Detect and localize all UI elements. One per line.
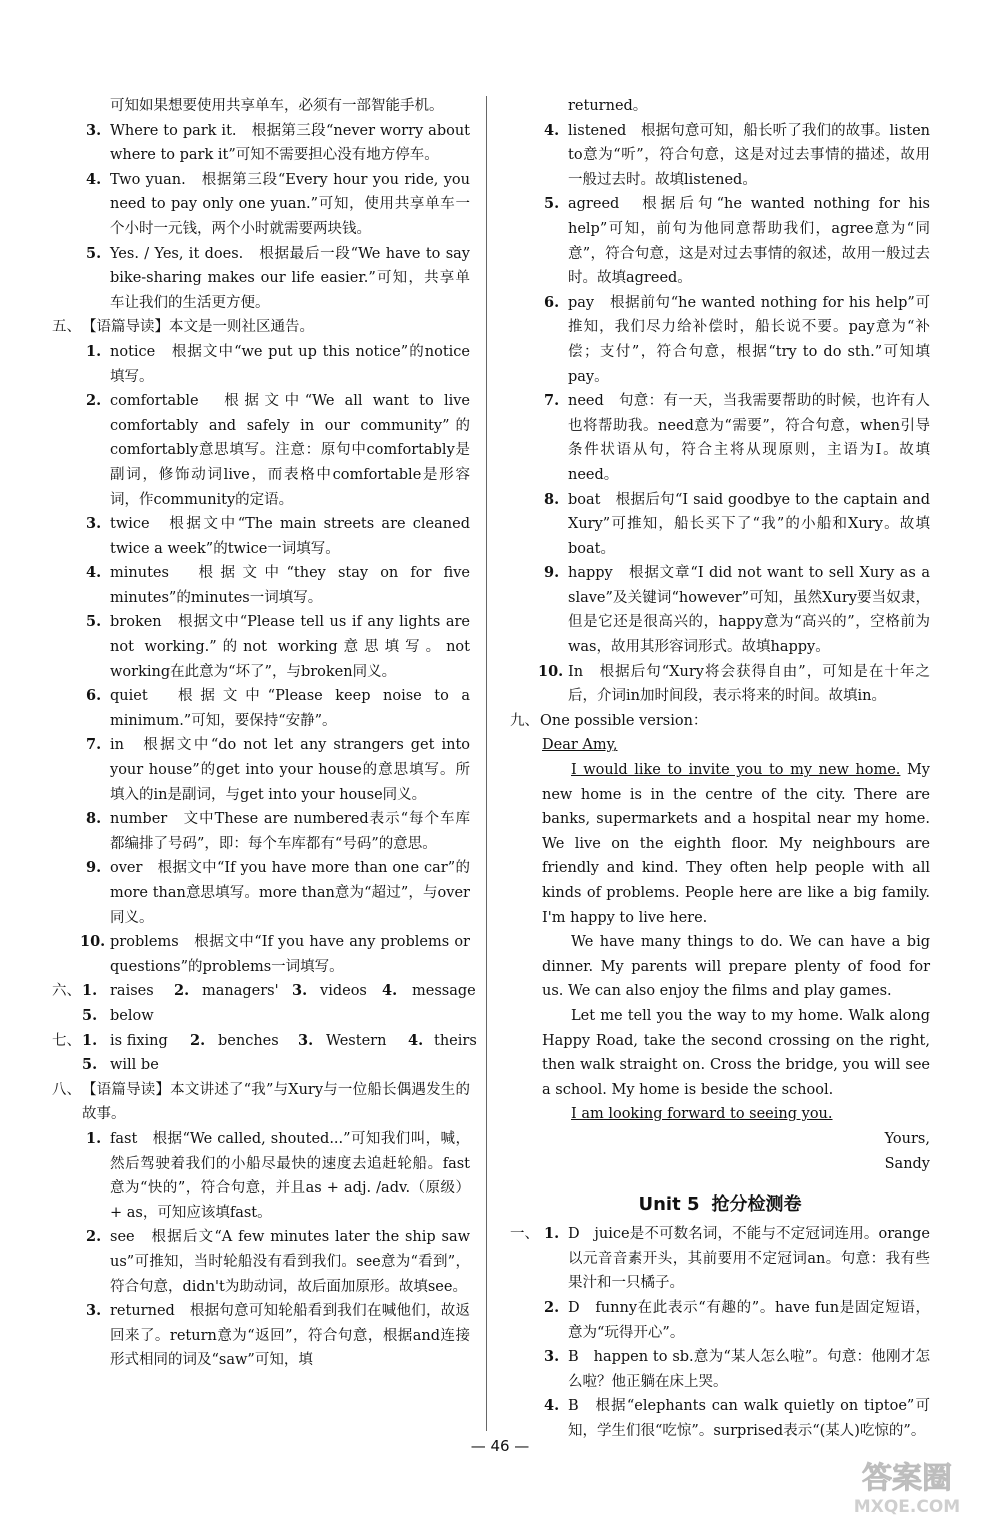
answer-item: 3. twice 根据文中“The main streets are cleaned twice a week”的twice一词填写。 — [86, 515, 470, 557]
answer-item: 5. agreed 根据后句“he wanted nothing for his help”可知，前句为他同意帮助我们，agree意为“同意”，符合句意，这是对过去事情的叙述，故用一般过去时。故填agreed。 — [544, 195, 930, 287]
letter-paragraph: I would like to invite you to my new home. My new home is in the centre of the city. There are banks, supermarkets and a hospital near my home. We live on the eighth floor. My neighbours are friendly and kind. They often help people with all kinds of problems. People here are like a big family. I'm happy to live here. — [542, 762, 930, 926]
answer-item: 8. number 文中These are numbered表示“每个车库都编排了号码”，即：每个车库都有“号码”的意思。 — [86, 810, 470, 852]
page-number: — 46 — — [470, 1437, 530, 1455]
answer-item: 7. need 句意：有一天，当我需要帮助的时候，也许有人也将帮助我。need意为“需要”，符合句意，when引导条件状语从句，符合主将从现原则，主语为I。故填need。 — [544, 392, 930, 483]
watermark-url: MXQE.COM — [853, 1497, 961, 1517]
answer-item: 7. in 根据文中“do not let any strangers get into your house”的get into your house的意思填写。所填入的in是副词，与get into your house同义。 — [86, 736, 470, 803]
answer-item: 一、 1. D juice是不可数名词，不能与不定冠词连用。orange以元音音素开头，其前要用不定冠词an。句意：我有些果汁和一只橘子。 — [510, 1225, 930, 1292]
answer-item: 5. Yes. / Yes, it does. 根据最后一段“We have to say bike-sharing makes our life easier.”可知，共享单车让我们的生活更方便。 — [86, 244, 470, 311]
answer-item: 6. quiet 根据文中“Please keep noise to a minimum.”可知，要保持“安静”。 — [86, 687, 470, 729]
watermark-logo — [822, 1450, 992, 1518]
letter-salutation: Dear Amy, — [542, 737, 618, 754]
sample-letter — [510, 733, 930, 1176]
answer-continuation: returned。 — [568, 98, 648, 114]
fill-answers-row: 七、 1. is fixing 2. benches 3. Western 4. theirs — [52, 1031, 477, 1049]
answer-item: 9. over 根据文中“If you have more than one car”的more than意思填写。more than意为“超过”，与over同义。 — [86, 859, 470, 926]
answer-item: 4. Two yuan. 根据第三段“Every hour you ride, you need to pay only one yuan.”可知，使用共享单车一个小时一元钱，两个小时就需要两块钱。 — [86, 170, 470, 237]
answer-item: 9. happy 根据文章“I did not want to sell Xury as a slave”及关键词“however”可知，虽然Xury要当奴隶，但是它还是很高兴的，happy意为“高兴的”，空格前为was，故用其形容词形式。故填happy。 — [544, 564, 930, 656]
answer-item: 8. boat 根据后句“I said goodbye to the captain and Xury”可推知，船长买下了“我”的小船和Xury。故填boat。 — [544, 490, 930, 557]
answer-item: 3. returned 根据句意可知轮船看到我们在喊他们，故返回来了。return意为“返回”，符合句意，根据and连接形式相同的词及“saw”可知，填 — [86, 1302, 470, 1369]
answer-item: 3. Where to park it. 根据第三段“never worry about where to park it”可知不需要担心没有地方停车。 — [86, 121, 470, 164]
watermark-text: 答案圈 — [862, 1461, 952, 1496]
answer-item: 2. D funny在此表示“有趣的”。have fun是固定短语，意为“玩得开心”。 — [544, 1298, 930, 1341]
section-heading: 九、 One possible version： — [510, 712, 708, 729]
answer-item: 4. B 根据“elephants can walk quietly on tiptoe”可知，学生们很“吃惊”。surprised表示“(某人)吃惊的”。 — [544, 1397, 930, 1439]
letter-paragraph: We have many things to do. We can have a big dinner. My parents will prepare plenty of food for us. We can also enjoy the films and play games. — [542, 934, 930, 1000]
answer-item: 2. comfortable 根据文中“We all want to live comfortably and safely in our community”的comfortably意思填写。注意：原句中comfortably是副词，修饰动词live，而表格中comfortable是形容词，作community的定语。 — [86, 392, 470, 508]
right-column — [510, 94, 930, 1443]
answer-item: 10. problems 根据文中“If you have any problems or questions”的problems一词填写。 — [80, 933, 470, 975]
left-column — [52, 94, 477, 1373]
answer-item: 1. notice 根据文中“we put up this notice”的notice填写。 — [86, 342, 470, 385]
column-divider — [486, 96, 487, 1431]
answer-item: 2. see 根据后文“A few minutes later the ship saw us”可推知，当时轮船没有看到我们。see意为“看到”，符合句意，didn't为助动词，故后面加原形。故填see。 — [86, 1228, 470, 1295]
letter-paragraph: Let me tell you the way to my home. Walk along Happy Road, take the second crossing on the right, then walk straight on. Cross the bridge, you will see a school. My home is beside the school. — [542, 1007, 930, 1098]
fill-answers-row: 5. will be — [82, 1056, 159, 1074]
answer-item: 10. In 根据后句“Xury将会获得自由”，可知是在十年之后，介词in加时间段，表示将来的时间。故填in。 — [538, 662, 930, 705]
answer-item: 4. minutes 根据文中“they stay on for five minutes”的minutes一词填写。 — [86, 564, 470, 606]
answer-item: 5. broken 根据文中“Please tell us if any lights are not working.”的not working意思填写。not working在此意为“坏了”，与broken同义。 — [86, 613, 470, 680]
section-heading: 八、 【语篇导读】本文讲述了“我”与Xury与一位船长偶遇发生的故事。 — [52, 1081, 470, 1123]
letter-paragraph: I am looking forward to seeing you. — [571, 1106, 833, 1123]
answer-item: 6. pay 根据前句“he wanted nothing for his help”可推知，我们尽力给补偿时，船长说不要。pay意为“补偿；支付”，符合句意，根据“try to do sth.”可知填pay。 — [544, 293, 930, 385]
letter-closing: Yours, — [884, 1130, 930, 1147]
answer-continuation: 可知如果想要使用共享单车，必须有一部智能手机。 — [110, 98, 444, 114]
fill-answers-row: 5. below — [82, 1006, 154, 1024]
section-heading: 五、 【语篇导读】本文是一则社区通告。 — [52, 319, 314, 336]
answer-item: 1. fast 根据“We called, shouted...”可知我们叫，喊，然后驾驶着我们的小船尽最快的速度去追赶轮船。fast意为“快的”，符合句意，并且as + adj. /adv.（原级）+ as，可知应该填fast。 — [86, 1129, 470, 1221]
answer-item: 4. listened 根据句意可知，船长听了我们的故事。listen to意为“听”，符合句意，这是对过去事情的描述，故用一般过去时。故填listened。 — [544, 121, 930, 188]
answer-item: 3. B happen to sb.意为“某人怎么啦”。句意：他刚才怎么啦？他正躺在床上哭。 — [544, 1348, 930, 1390]
fill-answers-row: 六、 1. raises 2. managers' 3. videos 4. message — [52, 982, 476, 1000]
unit-title: Unit 5 抢分检测卷 — [638, 1194, 802, 1216]
letter-signature: Sandy — [884, 1155, 930, 1172]
